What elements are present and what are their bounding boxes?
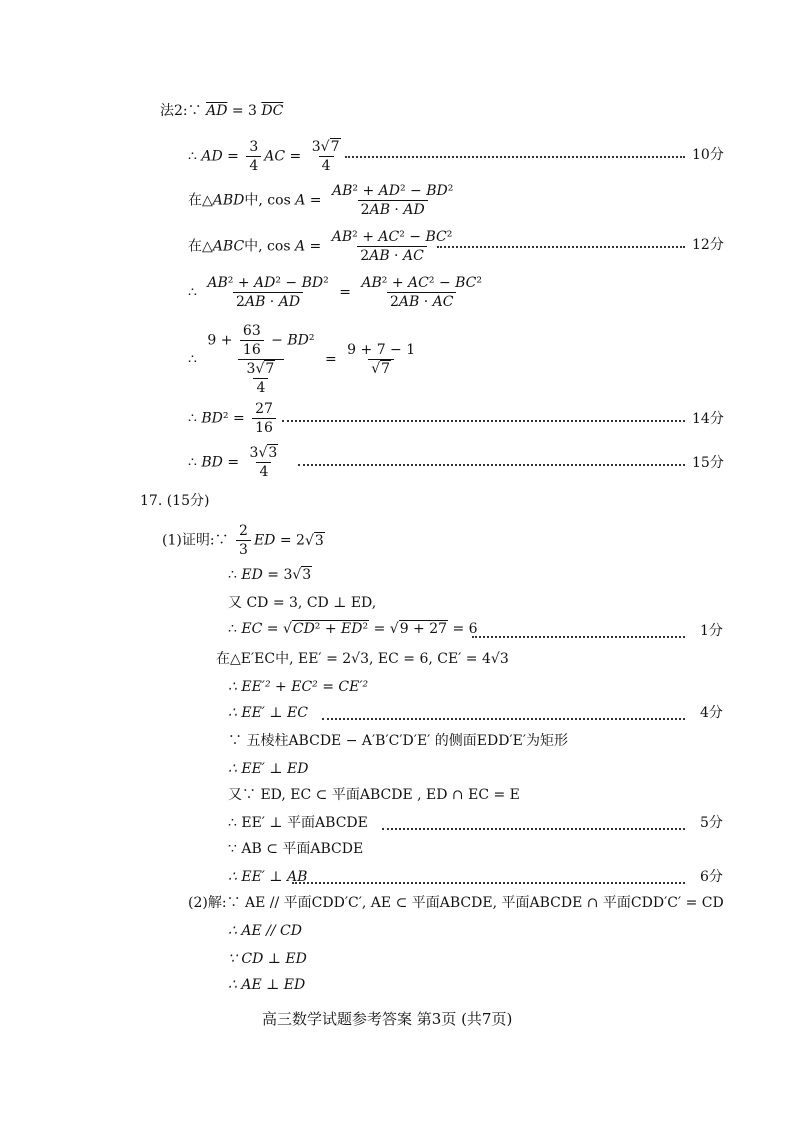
method2-line8: ∴ BD = $\frac{3√3}{4}$ [188, 445, 278, 480]
q17-line13: ∴ EE′ ⊥ AB [228, 869, 308, 885]
dot-leader [382, 828, 685, 830]
score-15: 15分 [692, 455, 724, 471]
q17-line6: ∴ EE′² + EC² = CE′² [228, 679, 369, 695]
score-10: 10分 [692, 147, 724, 163]
method2-line4: 在△ABC中, cos A = $\frac{\text{AB² + AC² − BC²}}{2AB \cdot AC}$ [188, 229, 453, 264]
method2-line3: 在△ABD中, cos A = $\frac{\text{AB² + AD² − BD²}}{2AB \cdot AD}$ [188, 183, 454, 218]
dot-leader [292, 882, 685, 884]
score-6: 6分 [700, 869, 723, 885]
score-5: 5分 [700, 815, 723, 831]
method2-line6: ∴ 9 + $\frac{63}{16}$ − BD² $\frac{3√7}{4}$ = $\frac{9 + 7 - 1}{√7}$ [188, 323, 416, 396]
q17-part2-line3: ∵ CD ⊥ ED [228, 951, 307, 967]
q17-line2: ∴ ED = 3√3 [228, 567, 312, 583]
q17-part2-line2: ∴ AE // CD [228, 923, 302, 939]
page-footer: 高三数学试题参考答案 第3页 (共7页) [262, 1010, 513, 1028]
q17-line7: ∴ EE′ ⊥ EC [228, 705, 308, 721]
q17-line5: 在△E′EC中, EE′ = 2√3, EC = 6, CE′ = 4√3 [216, 651, 509, 667]
score-4: 4分 [700, 705, 723, 721]
q17-part1-line1: (1)证明:∵ $\frac{2}{3}$ ED = 2√3 [162, 523, 324, 558]
q17-line9: ∴ EE′ ⊥ ED [228, 761, 309, 777]
score-14: 14分 [692, 411, 724, 427]
q17-part2-line4: ∴ AE ⊥ ED [228, 977, 306, 993]
dot-leader [437, 246, 685, 248]
q17-line11: ∴ EE′ ⊥ 平面ABCDE [228, 815, 368, 831]
score-12: 12分 [692, 237, 724, 253]
dot-leader [472, 636, 685, 638]
method2-line2: ∴ AD = $\frac{3}{4}$ AC = $\frac{3√7}{4}$ [188, 139, 340, 174]
method2-line7: ∴ BD² = $\frac{27}{16}$ [188, 402, 279, 435]
q17-line3: 又 CD = 3, CD ⊥ ED, [228, 595, 377, 611]
dot-leader [282, 420, 685, 422]
q17-line8: ∵ 五棱柱ABCDE − A′B′C′D′E′ 的侧面EDD′E′为矩形 [228, 733, 569, 749]
dot-leader [345, 156, 685, 158]
q17-line12: ∵ AB ⊂ 平面ABCDE [228, 841, 364, 857]
q17-header: 17. (15分) [140, 493, 210, 509]
method2-line1: 法2:∵ $\overline{AD} = 3$ $\overline{DC}$ [160, 103, 284, 119]
part1-label: (1)证明: [162, 532, 215, 549]
q17-part2-line1: (2)解:∵ AE // 平面CDD′C′, AE ⊂ 平面ABCDE, 平面ABCDE ∩ 平面CDD′C′ = CD [188, 895, 724, 911]
part2-label: (2)解: [188, 895, 227, 911]
score-1: 1分 [700, 623, 723, 639]
dot-leader [298, 464, 685, 466]
q17-line10: 又∵ ED, EC ⊂ 平面ABCDE , ED ∩ EC = E [228, 787, 520, 803]
dot-leader [322, 718, 685, 720]
method2-line5: ∴ $\frac{\text{AB² + AD² − BD²}}{2AB \cdot AD}$ = $\frac{\text{AB² + AC² − BC²}}{2AB \cdot AC}$ [188, 275, 483, 310]
q17-line4: ∴ EC = √CD² + ED² = √9 + 27 = 6 [228, 621, 478, 637]
